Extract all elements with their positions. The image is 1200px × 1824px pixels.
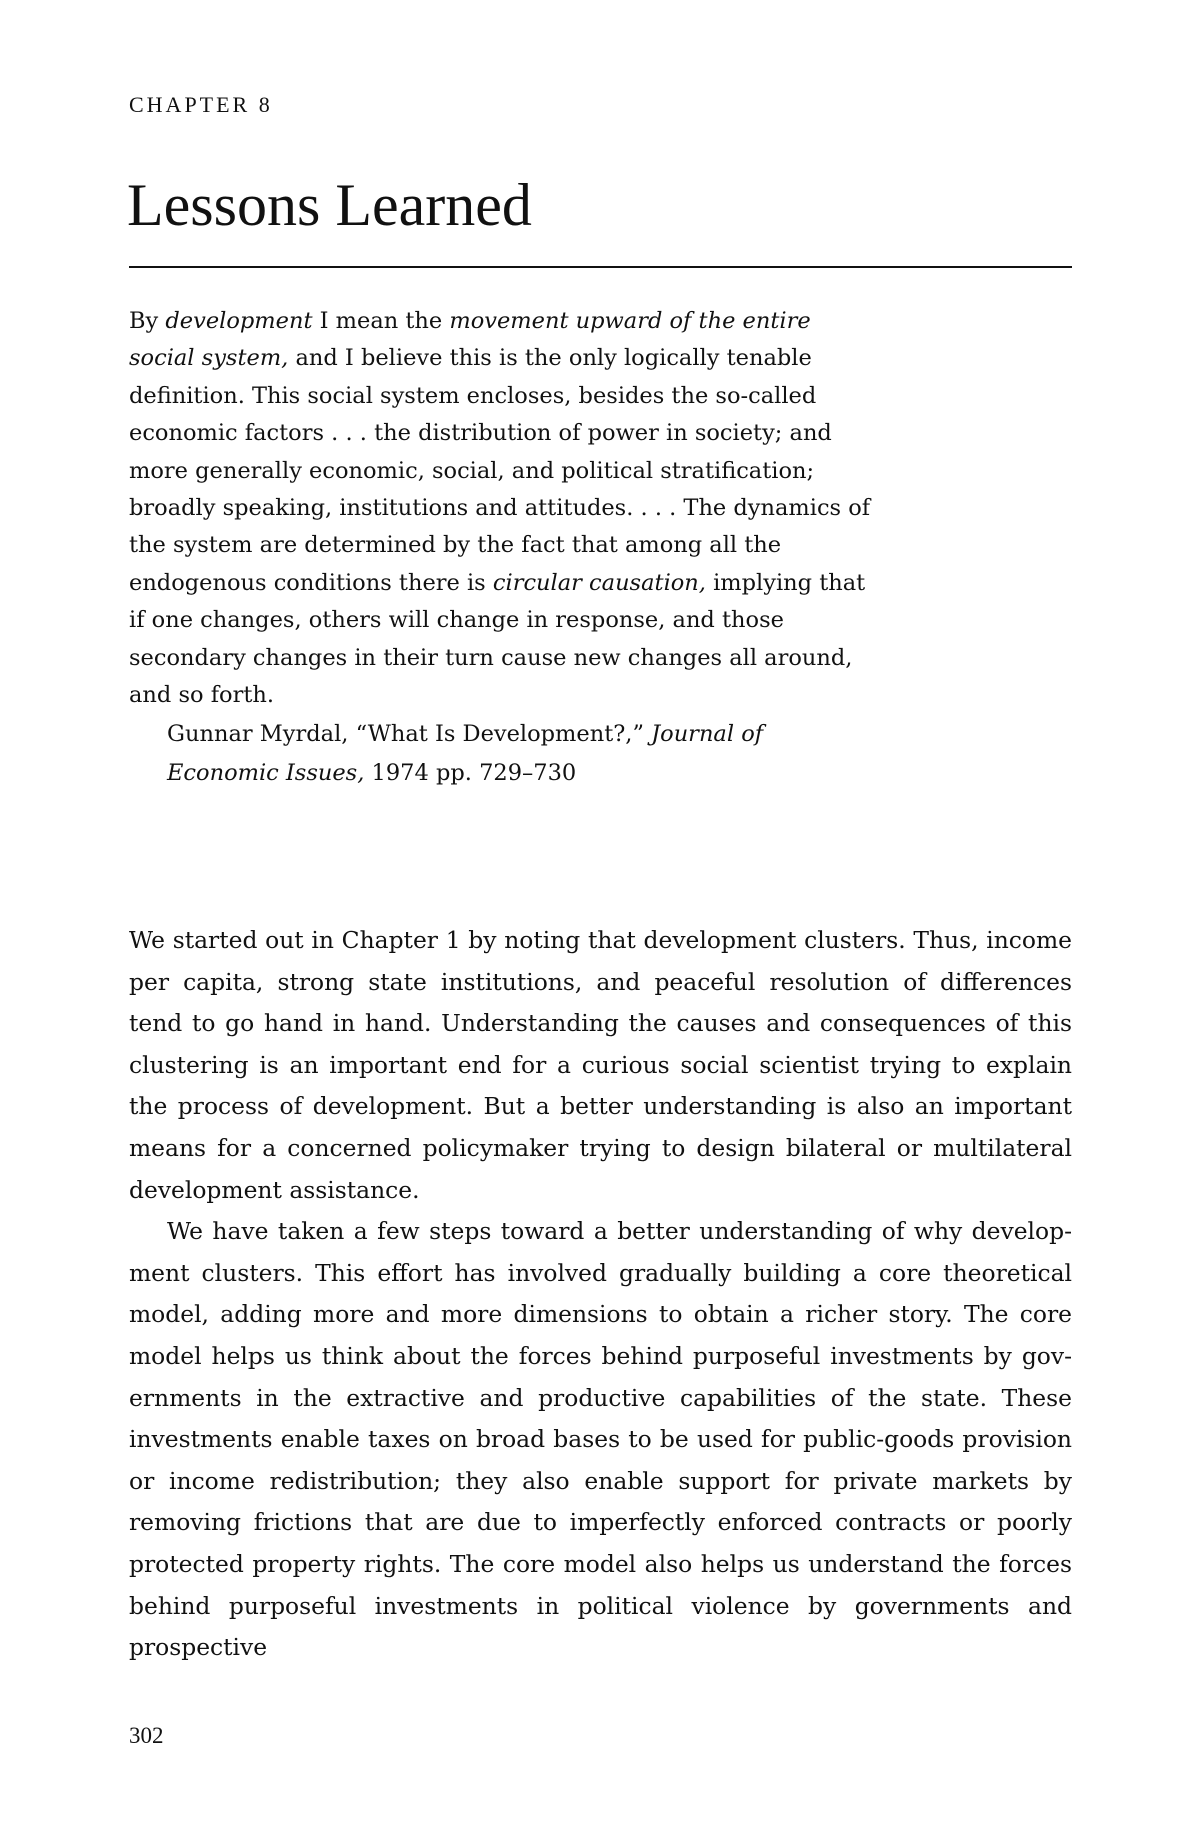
chapter-title: Lessons Learned [127,172,532,238]
epigraph-emphasis: development [165,308,313,334]
epigraph-quote [129,303,874,714]
epigraph-emphasis: movement upward of the entire social system, [129,308,811,372]
page-number: 302 [129,1723,164,1748]
epigraph-text: I mean the [312,308,450,334]
body-text [129,920,1072,1669]
epigraph-text: implying that if one changes, others will change in response, and those secondary changes in their turn cause new changes all around, and so forth. [129,569,866,709]
epigraph-text: and I believe this is the only logically tenable definition. This social system encloses, besides the so-called economic factors . . . the distribution of power in society; and more generally economic, social, and political stratification; broadly speaking, institutions and attitudes. . . . The dynamics of the system are determined by the fact that among all the endogenous conditions there is [129,345,871,596]
title-rule [129,266,1072,268]
body-paragraph: We have taken a few steps toward a better understanding of why development clusters. This effort has involved gradually building a core theoretical model, adding more and more dimensions to obtain a richer story. The core model helps us think about the forces behind purposeful investments by governments in the extractive and productive capabilities of the state. These investments enable taxes on broad bases to be used for public-goods provision or income redistribution; they also enable support for private markets by removing frictions that are due to imperfectly enforced contracts or poorly protected property rights. The core model also helps us understand the forces behind purposeful investments in political violence by governments and prospective [129,1217,1072,1662]
epigraph [129,303,874,793]
attribution-pages: 1974 pp. 729–730 [364,760,577,787]
attribution-author: Gunnar Myrdal, “What Is Development?,” [167,721,652,748]
epigraph-attribution [129,715,874,793]
body-paragraph: We started out in Chapter 1 by noting that development clusters. Thus, income per capita, strong state institutions, and peaceful resolution of differences tend to go hand in hand. Understanding the causes and consequences of this clustering is an important end for a curious social scientist trying to explain the process of development. But a better understanding is also an important means for a concerned policymaker trying to design bilateral or multilateral development assistance. [129,926,1072,1204]
epigraph-emphasis: circular causation, [492,569,706,596]
epigraph-text: By [129,308,166,334]
attribution-journal: Journal of Economic Issues, [167,721,764,787]
chapter-label: CHAPTER 8 [129,92,273,117]
